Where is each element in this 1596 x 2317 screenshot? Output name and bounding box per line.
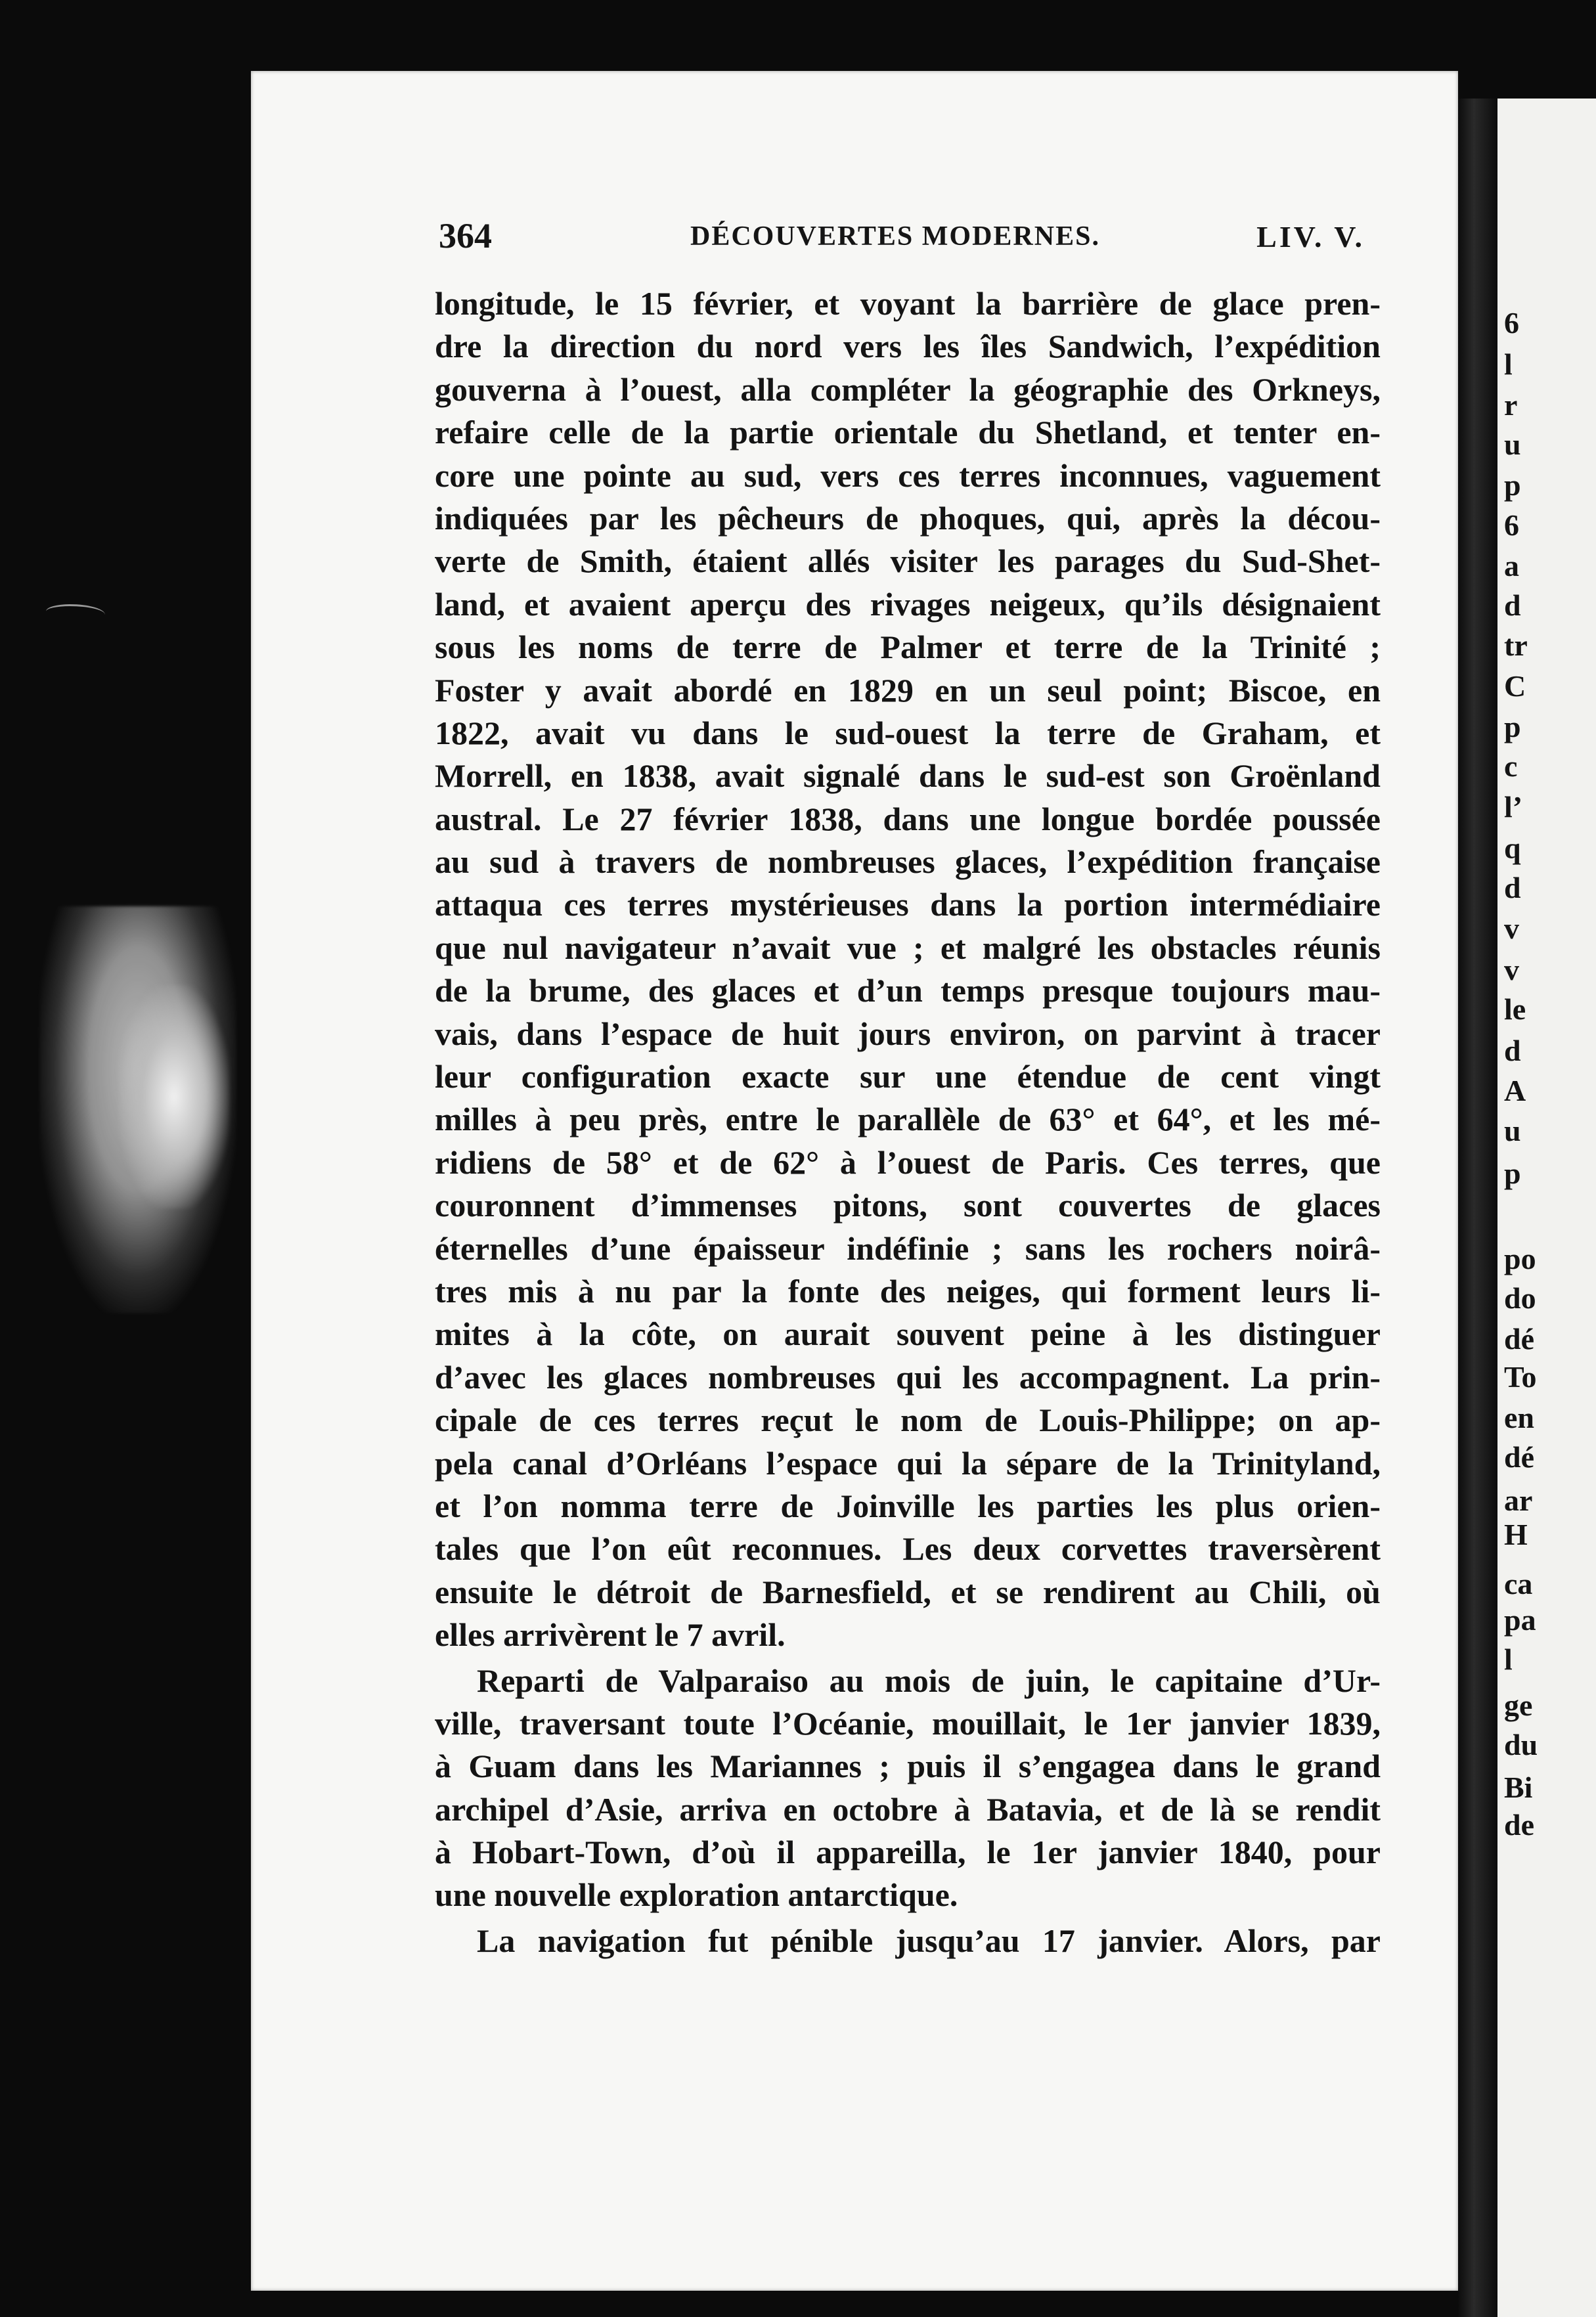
facing-page-fragment: A: [1504, 1074, 1526, 1107]
text-line: pela canal d’Orléans l’espace qui la sépare de la Trinityland,: [435, 1444, 1381, 1482]
text-line: une nouvelle exploration antarctique.: [435, 1876, 958, 1914]
facing-page-fragment: H: [1504, 1518, 1528, 1551]
page-header: [439, 215, 1365, 263]
facing-page-fragment: u: [1504, 428, 1521, 461]
facing-page-fragment: l: [1504, 1643, 1513, 1676]
facing-page-fragment: r: [1504, 388, 1518, 422]
facing-page-fragment: ca: [1504, 1567, 1533, 1600]
text-line: tres mis à nu par la fonte des neiges, qui forment leurs li-: [435, 1272, 1381, 1310]
text-line: Morrell, en 1838, avait signalé dans le sud-est son Groënland: [435, 757, 1381, 795]
text-line: ville, traversant toute l’Océanie, mouillait, le 1er janvier 1839,: [435, 1704, 1381, 1742]
facing-page-fragment: 6: [1504, 508, 1519, 542]
text-line: tales que l’on eût reconnues. Les deux corvettes traversèrent: [435, 1530, 1381, 1568]
facing-page-fragment: p: [1504, 710, 1521, 743]
book-gutter: [1458, 99, 1497, 2317]
scan-scratch-mark: [46, 604, 105, 622]
text-line: verte de Smith, étaient allés visiter les parages du Sud-Shet-: [435, 542, 1381, 580]
facing-page-fragment: dé: [1504, 1440, 1534, 1474]
facing-page-fragment: d: [1504, 1034, 1521, 1067]
text-line: couronnent d’immenses pitons, sont couvertes de glaces: [435, 1187, 1381, 1224]
text-line: vais, dans l’espace de huit jours environ, on parvint à tracer: [435, 1015, 1381, 1052]
text-line: de la brume, des glaces et d’un temps presque toujours mau-: [435, 972, 1381, 1009]
facing-page-fragment: Bi: [1504, 1771, 1533, 1804]
text-line: 1822, avait vu dans le sud-ouest la terre de Graham, et: [435, 714, 1381, 751]
facing-page-fragment: l’: [1504, 790, 1523, 824]
facing-page-fragment: le: [1504, 992, 1526, 1026]
text-line: elles arrivèrent le 7 avril.: [435, 1616, 786, 1654]
facing-page-fragment: d: [1504, 588, 1521, 622]
page-number: 364: [439, 216, 492, 255]
facing-page-fragment: To: [1504, 1360, 1537, 1394]
text-line: ensuite le détroit de Barnesfield, et se rendirent au Chili, où: [435, 1573, 1381, 1610]
facing-page-fragment: de: [1504, 1808, 1534, 1842]
facing-page-fragment: l: [1504, 347, 1513, 381]
text-line: Reparti de Valparaiso au mois de juin, le capitaine d’Ur-: [477, 1662, 1381, 1699]
text-line: land, et avaient aperçu des rivages neigeux, qu’ils désignaient: [435, 585, 1381, 623]
text-line: au sud à travers de nombreuses glaces, l’expédition française: [435, 843, 1381, 881]
facing-page-fragment: ge: [1504, 1688, 1533, 1722]
facing-page-fragment: q: [1504, 831, 1521, 865]
facing-page-fragment: pa: [1504, 1603, 1536, 1637]
text-line: refaire celle de la partie orientale du Shetland, et tenter en-: [435, 414, 1381, 451]
text-line: Foster y avait abordé en 1829 en un seul point; Biscoe, en: [435, 671, 1381, 709]
facing-page-fragment: v: [1504, 912, 1519, 945]
facing-page-fragment: du: [1504, 1728, 1538, 1761]
text-line: mites à la côte, on aurait souvent peine à les distinguer: [435, 1315, 1381, 1353]
text-line: sous les noms de terre de Palmer et terre de la Trinité ;: [435, 629, 1381, 666]
facing-page-fragment: d: [1504, 871, 1521, 904]
text-line: longitude, le 15 février, et voyant la barrière de glace pren-: [435, 285, 1381, 322]
facing-page-fragment: 6: [1504, 306, 1519, 340]
facing-page-fragment: c: [1504, 749, 1518, 783]
scan-stain-highlight: [118, 985, 230, 1208]
text-line: ridiens de 58° et de 62° à l’ouest de Paris. Ces terres, que: [435, 1143, 1381, 1181]
text-line: gouverna à l’ouest, alla compléter la géographie des Orkneys,: [435, 370, 1381, 408]
facing-page-fragment: p: [1504, 1157, 1521, 1190]
facing-page-fragment: a: [1504, 549, 1519, 583]
text-line: milles à peu près, entre le parallèle de 63° et 64°, et les mé-: [435, 1101, 1381, 1138]
text-line: à Guam dans les Mariannes ; puis il s’engagea dans le grand: [435, 1748, 1381, 1785]
facing-page-fragment: u: [1504, 1114, 1521, 1147]
facing-page-fragment: v: [1504, 953, 1519, 986]
text-line: leur configuration exacte sur une étendue de cent vingt: [435, 1058, 1381, 1095]
facing-page-fragment: po: [1504, 1242, 1536, 1275]
text-line: core une pointe au sud, vers ces terres inconnues, vaguement: [435, 456, 1381, 494]
facing-page-fragment: en: [1504, 1401, 1534, 1434]
text-line: et l’on nomma terre de Joinville les parties les plus orien-: [435, 1487, 1381, 1524]
text-line: à Hobart-Town, d’où il appareilla, le 1er janvier 1840, pour: [435, 1834, 1381, 1871]
facing-page-fragment: do: [1504, 1281, 1536, 1315]
text-line: La navigation fut pénible jusqu’au 17 janvier. Alors, par: [477, 1922, 1381, 1959]
facing-page-fragment: dé: [1504, 1322, 1534, 1356]
text-line: attaqua ces terres mystérieuses dans la portion intermédiaire: [435, 886, 1381, 923]
text-line: indiquées par les pêcheurs de phoques, qui, après la décou-: [435, 499, 1381, 537]
facing-page-fragment: tr: [1504, 629, 1528, 662]
facing-page-edge: [1497, 99, 1596, 2317]
text-line: d’avec les glaces nombreuses qui les accompagnent. La prin-: [435, 1358, 1381, 1396]
page-body-text: [435, 282, 1381, 1962]
text-line: dre la direction du nord vers les îles Sandwich, l’expédition: [435, 328, 1381, 365]
running-title: DÉCOUVERTES MODERNES.: [690, 221, 1100, 252]
text-line: éternelles d’une épaisseur indéfinie ; sans les rochers noirâ-: [435, 1229, 1381, 1267]
text-line: que nul navigateur n’avait vue ; et malgré les obstacles réunis: [435, 929, 1381, 966]
section-label: LIV. V.: [1256, 220, 1365, 254]
text-line: archipel d’Asie, arriva en octobre à Batavia, et de là se rendit: [435, 1790, 1381, 1828]
facing-page-fragment: C: [1504, 669, 1526, 703]
facing-page-fragment: p: [1504, 468, 1521, 502]
facing-page-fragment: ar: [1504, 1484, 1533, 1517]
text-line: cipale de ces terres reçut le nom de Louis-Philippe; on ap-: [435, 1401, 1381, 1439]
text-line: austral. Le 27 février 1838, dans une longue bordée poussée: [435, 800, 1381, 837]
